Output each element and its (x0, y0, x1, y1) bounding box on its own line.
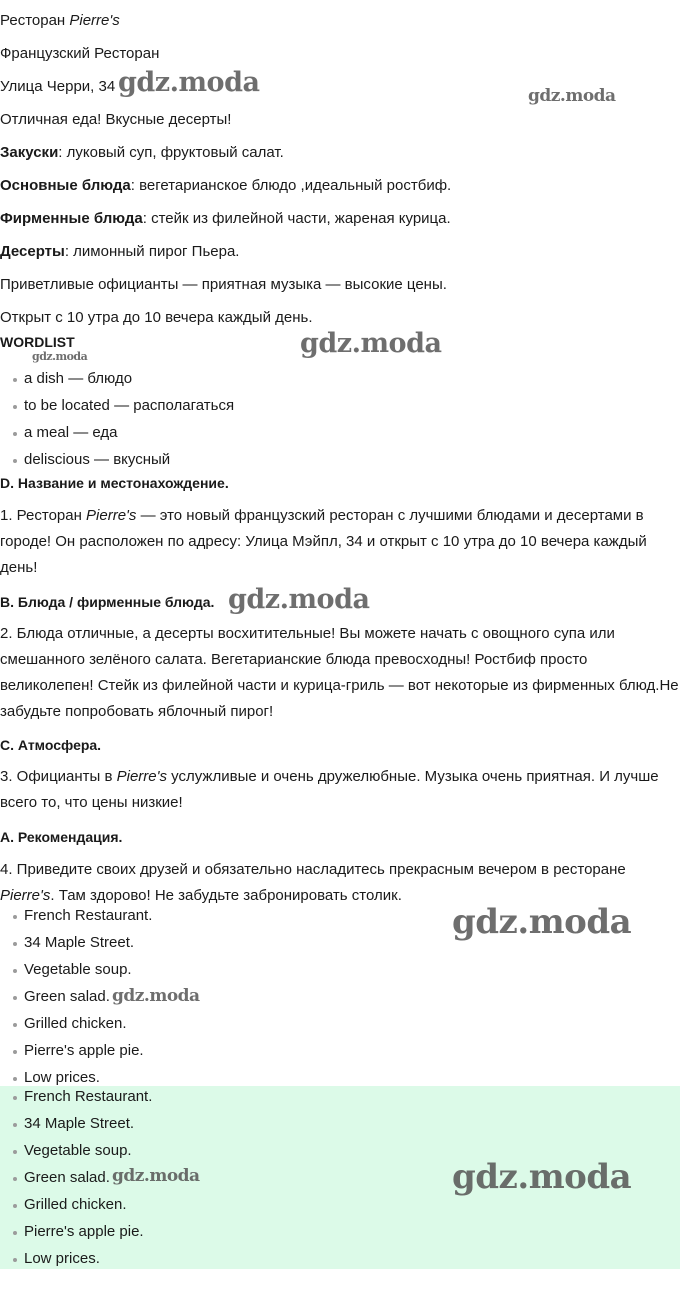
restaurant-service: Приветливые официанты — приятная музыка — высокие цены. (0, 276, 447, 293)
list-item: to be located — располагаться (0, 397, 680, 415)
list-item: 34 Maple Street. (0, 1115, 680, 1133)
section-text-1: 1. Ресторан Pierre's — это новый французский ресторан с лучшими блюдами и десертами в городе! Он расположен по адресу: Улица Мэйпл, 34 и открыт с 10 утра до 10 вечера каждый день! (0, 507, 647, 576)
watermark: gdz.moda (32, 350, 88, 363)
restaurant-verdict: Отличная еда! Вкусные десерты! (0, 111, 232, 128)
menu-line-specialties: Фирменные блюда: стейк из филейной части, жареная курица. (0, 210, 451, 227)
restaurant-hours: Открыт с 10 утра до 10 вечера каждый день. (0, 309, 313, 326)
section-heading-a: A. Рекомендация. (0, 829, 123, 845)
list-item: Low prices. (0, 1250, 680, 1268)
list-item: a meal — еда (0, 424, 680, 442)
list-item: French Restaurant. (0, 907, 680, 925)
list-item: Green salad. (0, 988, 680, 1006)
list-item: Vegetable soup. (0, 961, 680, 979)
section-heading-c: C. Атмосфера. (0, 737, 102, 753)
watermark: gdz.moda (300, 328, 442, 359)
list-item: Vegetable soup. (0, 1142, 680, 1160)
section-text-3: 3. Официанты в Pierre's услужливые и очень дружелюбные. Музыка очень приятная. И лучше всего то, что цены низкие! (0, 768, 659, 811)
restaurant-title: Ресторан Pierre's (0, 12, 120, 29)
section-text-2: 2. Блюда отличные, а десерты восхитительные! Вы можете начать с овощного супа или смешанного зелёного салата. Вегетарианские блюда превосходны! Ростбиф просто великолепен! Стейк из филейной части и курица-гриль — вот некоторые из фирменных блюд.Не забудьте попробовать яблочный пирог! (0, 625, 679, 720)
list-item: French Restaurant. (0, 1088, 680, 1106)
watermark: gdz.moda (528, 86, 616, 106)
wordlist-heading: WORDLIST (0, 334, 75, 350)
section-heading-d: D. Название и местонахождение. (0, 475, 229, 491)
list-item: Low prices. (0, 1069, 680, 1087)
list-item: Green salad. (0, 1169, 680, 1187)
menu-line-desserts: Десерты: лимонный пирог Пьера. (0, 243, 240, 260)
list-item: 34 Maple Street. (0, 934, 680, 952)
menu-line-main: Основные блюда: вегетарианское блюдо ,идеальный ростбиф. (0, 177, 452, 194)
watermark: gdz.moda (452, 1157, 632, 1197)
watermark: gdz.moda (112, 986, 200, 1006)
watermark: gdz.moda (228, 584, 370, 615)
wordlist (0, 370, 680, 469)
section-text-4: 4. Приведите своих друзей и обязательно насладитесь прекрасным вечером в ресторане Pierre's. Там здорово! Не забудьте забронировать столик. (0, 861, 626, 904)
list-item: Grilled chicken. (0, 1196, 680, 1214)
list-item: Pierre's apple pie. (0, 1042, 680, 1060)
restaurant-address: Улица Черри, 34 (0, 78, 116, 95)
watermark: gdz.moda (118, 67, 260, 98)
section-heading-b: B. Блюда / фирменные блюда. (0, 594, 215, 610)
watermark: gdz.moda (112, 1166, 200, 1186)
list-item: deliscious — вкусный (0, 451, 680, 469)
list-item: Pierre's apple pie. (0, 1223, 680, 1241)
restaurant-type: Французский Ресторан (0, 45, 160, 62)
watermark: gdz.moda (452, 902, 632, 942)
list-item: Grilled chicken. (0, 1015, 680, 1033)
list-item: a dish — блюдо (0, 370, 680, 388)
menu-line-starters: Закуски: луковый суп, фруктовый салат. (0, 144, 284, 161)
